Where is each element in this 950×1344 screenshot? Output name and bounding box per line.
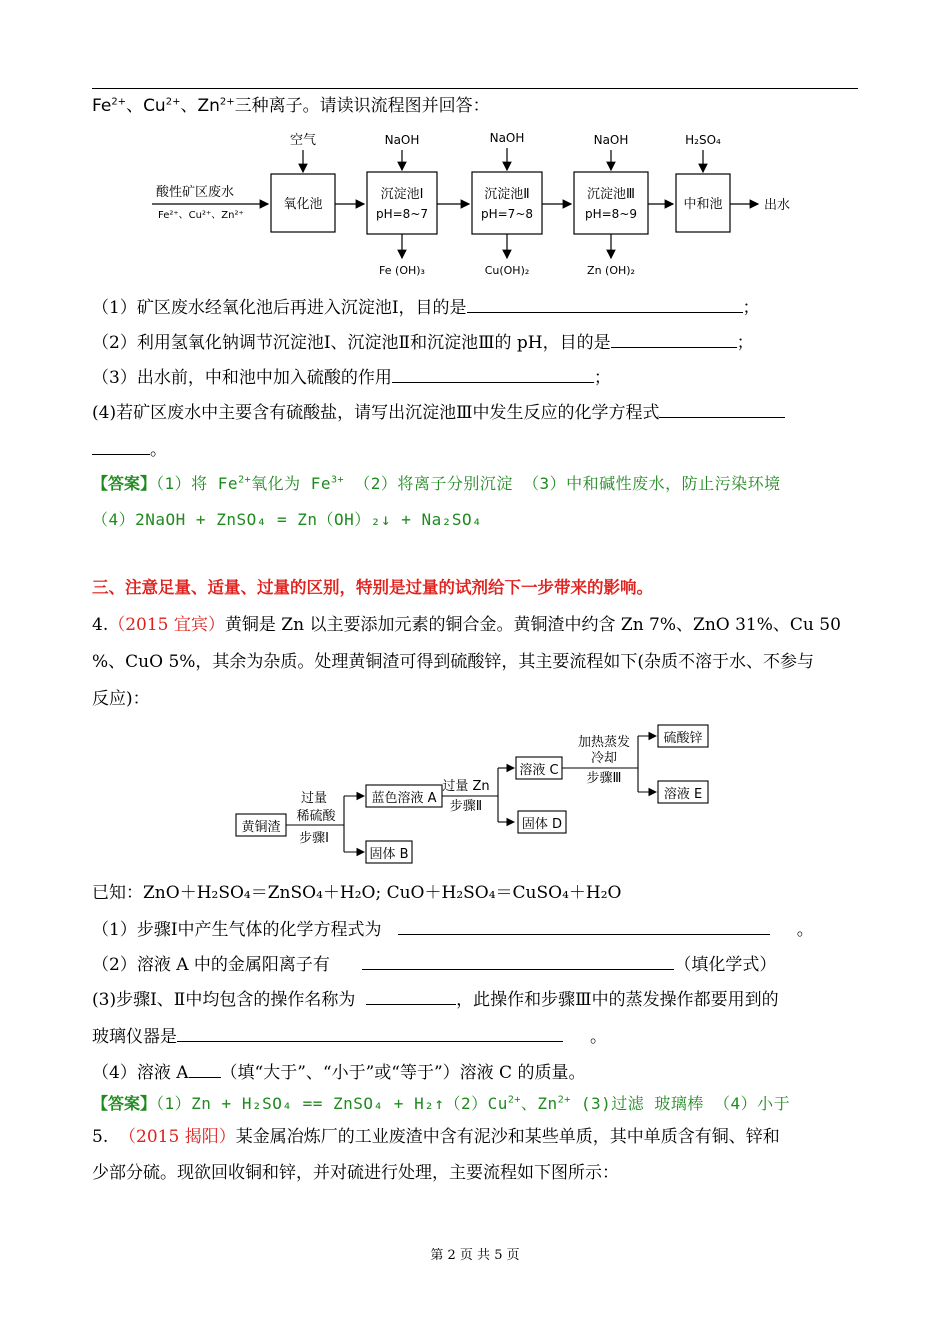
q3-answer-line2: （4）2NaOH + ZnSO₄ = Zn（OH）₂↓ + Na₂SO₄: [92, 510, 483, 529]
naoh-input-3: NaOH: [593, 133, 629, 147]
flow-source-label: 酸性矿区废水: [156, 185, 235, 200]
page-footer: 第 2 页 共 5 页: [430, 1248, 520, 1263]
q4-sub1: （1）步骤Ⅰ中产生气体的化学方程式为 。: [92, 916, 814, 942]
q3-intro: $Fe^{2+}$、$Cu^{2+}$、$Zn^{2+}$三种离子。请读识流程图并回答：: [92, 96, 490, 116]
wastewater-flow-diagram: [140, 124, 820, 284]
header-rule: [92, 88, 858, 89]
q3-sub3: （3）出水前，中和池中加入硫酸的作用 ；: [92, 364, 611, 390]
q5-line1: 5. （2015 揭阳）某金属冶炼厂的工业废渣中含有泥沙和某些单质，其中单质含有铜、锌和: [92, 1127, 780, 1147]
q4-sub2: （2）溶液 A 中的金属阳离子有 （填化学式）: [92, 951, 776, 977]
precipitation-pool-3: [574, 172, 648, 234]
h2so4-input: H₂SO₄: [685, 133, 721, 147]
svg-text:步骤Ⅲ: 步骤Ⅲ: [586, 771, 622, 786]
svg-text:稀硫酸: 稀硫酸: [296, 809, 336, 824]
q5-line2: 少部分硫。现欲回收铜和锌，并对硫进行处理，主要流程如下图所示：: [92, 1163, 619, 1183]
svg-text:固体 B: 固体 B: [369, 847, 409, 862]
q4-sub4: （4）溶液 A （填“大于”、“小于”或“等于”）溶液 C 的质量。: [92, 1059, 585, 1085]
svg-text:蓝色溶液 A: 蓝色溶液 A: [371, 791, 437, 806]
precipitate-2: Cu(OH)₂: [484, 264, 530, 277]
air-input: 空气: [289, 133, 317, 148]
precipitate-1: Fe (OH)₃: [379, 264, 425, 277]
q4-line1: 4.（2015 宜宾）黄铜是 Zn 以主要添加元素的铜合金。黄铜渣中约含 Zn 7%、ZnO 31%、Cu 50: [92, 615, 841, 635]
svg-text:沉淀池Ⅰ: 沉淀池Ⅰ: [380, 187, 424, 202]
svg-text:过量 Zn: 过量 Zn: [442, 779, 490, 794]
svg-text:溶液 C: 溶液 C: [519, 763, 559, 778]
q4-sub3-cont: 玻璃仪器是 。: [92, 1023, 607, 1049]
svg-text:步骤Ⅰ: 步骤Ⅰ: [299, 831, 329, 846]
q3-sub1: （1）矿区废水经氧化池后再进入沉淀池Ⅰ，目的是 ；: [92, 294, 760, 320]
svg-text:氧化池: 氧化池: [283, 197, 323, 212]
q4-sub3: (3)步骤Ⅰ、Ⅱ中均包含的操作名称为 ，此操作和步骤Ⅲ中的蒸发操作都要用到的: [92, 986, 779, 1012]
precipitation-pool-2: [472, 172, 542, 234]
brass-residue-flow-diagram: [228, 718, 748, 874]
q4-line3: 反应)：: [92, 689, 150, 709]
flow-source-ions: Fe²⁺、Cu²⁺、Zn²⁺: [158, 210, 244, 221]
svg-text:沉淀池Ⅲ: 沉淀池Ⅲ: [587, 187, 635, 202]
svg-text:固体 D: 固体 D: [521, 817, 563, 832]
svg-text:中和池: 中和池: [683, 197, 723, 212]
q4-line2: %、CuO 5%，其余为杂质。处理黄铜渣可得到硫酸锌，其主要流程如下(杂质不溶于水、不参与: [92, 652, 815, 672]
svg-text:加热蒸发: 加热蒸发: [577, 735, 631, 750]
q3-sub2: （2）利用氢氧化钠调节沉淀池Ⅰ、沉淀池Ⅱ和沉淀池Ⅲ的 pH，目的是 ；: [92, 329, 754, 355]
svg-text:过量: 过量: [300, 791, 328, 806]
q3-sub4: (4)若矿区废水中主要含有硫酸盐，请写出沉淀池Ⅲ中发生反应的化学方程式: [92, 399, 785, 425]
outflow-label: 出水: [764, 198, 791, 213]
svg-text:步骤Ⅱ: 步骤Ⅱ: [449, 799, 483, 814]
q3-sub4-cont: 。: [92, 436, 167, 462]
q3-answer-line1: 【答案】（1）将 $Fe^{2+}$氧化为 $Fe^{3+}$ （2）将离子分别沉淀 （3）中和碱性废水，防止污染环境: [92, 474, 781, 493]
svg-text:硫酸锌: 硫酸锌: [663, 731, 703, 746]
svg-text:pH=8~9: pH=8~9: [584, 207, 638, 221]
svg-text:黄铜渣: 黄铜渣: [241, 820, 281, 835]
svg-text:沉淀池Ⅱ: 沉淀池Ⅱ: [484, 187, 530, 202]
naoh-input-1: NaOH: [384, 133, 420, 147]
svg-text:冷却: 冷却: [590, 751, 618, 766]
svg-text:pH=7~8: pH=7~8: [480, 207, 534, 221]
naoh-input-2: NaOH: [489, 131, 525, 145]
precipitation-pool-1: [367, 172, 437, 234]
svg-text:pH=8~7: pH=8~7: [375, 207, 429, 221]
q4-answer: 【答案】（1）Zn + H₂SO₄ == ZnSO₄ + $H_2↑(2)Cu^{2+}$、$Zn^{2+}$ (3)过滤 玻璃棒 （4）小于: [92, 1094, 791, 1113]
svg-text:溶液 E: 溶液 E: [663, 787, 703, 802]
q4-known: 已知：ZnO＋H₂SO₄＝ZnSO₄＋H₂O; CuO＋H₂SO₄＝CuSO₄＋H₂O: [92, 883, 622, 903]
section-3-heading: 三、注意足量、适量、过量的区别，特别是过量的试剂给下一步带来的影响。: [92, 578, 653, 597]
precipitate-3: Zn (OH)₂: [587, 264, 635, 277]
